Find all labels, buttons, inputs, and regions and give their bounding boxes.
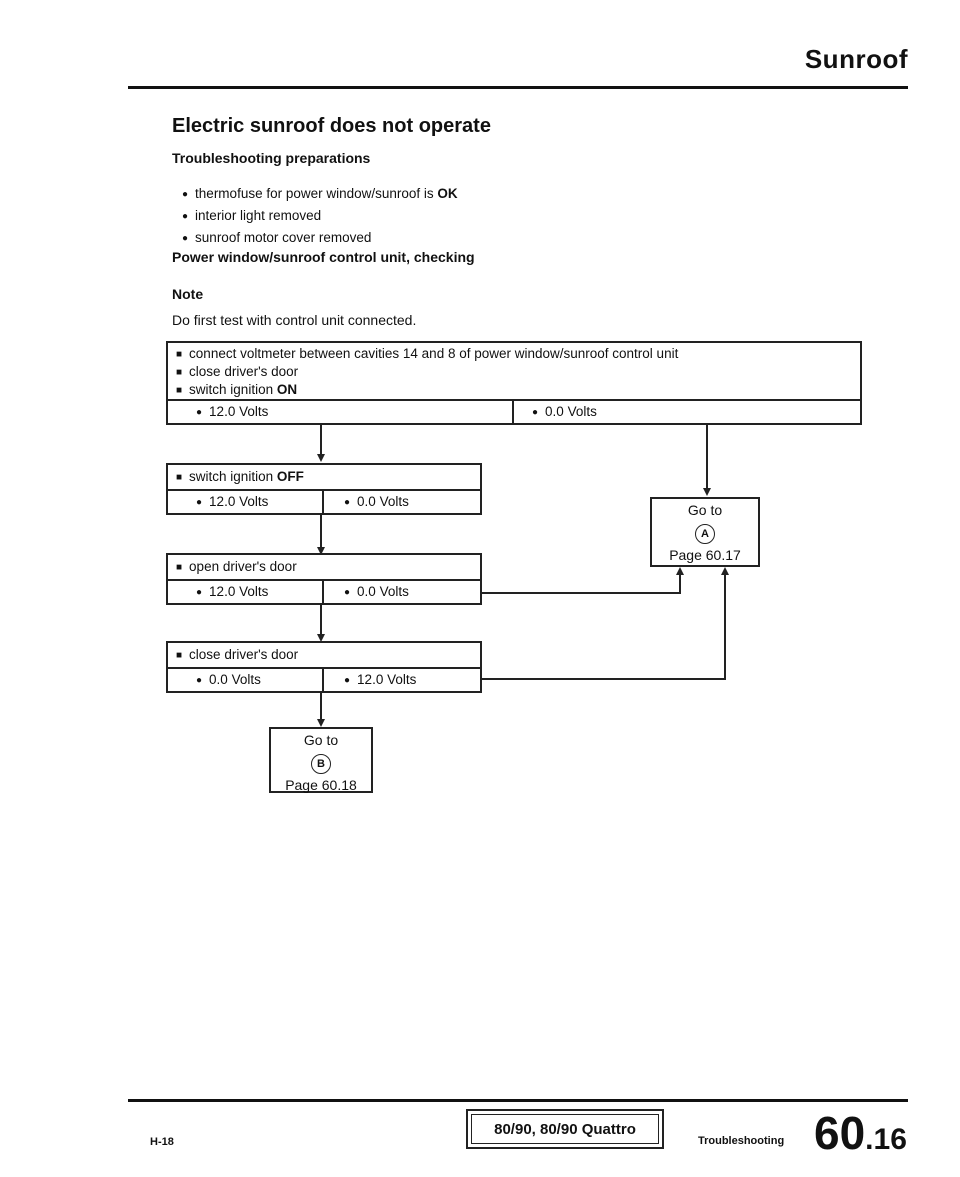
goto-b-page: Page 60.18 — [285, 777, 357, 793]
step4-action-box — [166, 641, 482, 669]
prep-list — [182, 184, 458, 250]
check-heading: Power window/sunroof control unit, checking — [172, 249, 475, 265]
result-divider — [322, 581, 324, 603]
prep-item-text: interior light removed — [195, 208, 322, 223]
prep-item — [182, 206, 458, 228]
step2-action-bold: OFF — [276, 469, 304, 484]
step3-action — [176, 557, 297, 579]
step3-left-result — [196, 582, 268, 604]
connector-line — [320, 425, 322, 455]
step1-line-bold: ON — [276, 382, 298, 397]
circled-a-icon: A — [695, 524, 715, 544]
step2-action — [176, 467, 304, 489]
result-text: 0.0 Volts — [357, 494, 409, 509]
page-number — [814, 1106, 907, 1160]
result-divider — [322, 491, 324, 513]
step1-line-text: close driver's door — [189, 364, 299, 379]
connector-line — [482, 592, 681, 594]
model-box — [466, 1109, 664, 1149]
step1-action-box — [166, 341, 862, 401]
note-label: Note — [172, 286, 204, 302]
prep-item-bold: OK — [437, 186, 458, 201]
circled-b-icon: B — [311, 754, 331, 774]
step3-result-box — [166, 579, 482, 605]
step1-result-box — [166, 399, 862, 425]
prep-item-text: sunroof motor cover removed — [195, 230, 372, 245]
footer-section: Troubleshooting — [698, 1135, 785, 1147]
step2-left-result — [196, 492, 268, 514]
connector-line — [706, 425, 708, 489]
step2-action-box — [166, 463, 482, 491]
goto-b-box[interactable] — [269, 727, 373, 793]
result-text: 12.0 Volts — [357, 672, 417, 687]
step4-result-box — [166, 667, 482, 693]
step4-action — [176, 645, 298, 667]
note-text: Do first test with control unit connected. — [172, 312, 417, 328]
step2-right-result — [344, 492, 409, 514]
connector-line — [320, 515, 322, 548]
step1-line-text: switch ignition — [189, 382, 277, 397]
step3-action-box — [166, 553, 482, 581]
prep-item — [182, 228, 458, 250]
arrow-up-icon — [676, 567, 684, 575]
page-group: 60 — [814, 1107, 866, 1159]
result-divider — [512, 401, 514, 423]
arrow-up-icon — [721, 567, 729, 575]
connector-line — [679, 574, 681, 594]
arrow-down-icon — [317, 719, 325, 727]
model-label: 80/90, 80/90 Quattro — [471, 1114, 659, 1144]
step2-action-text: switch ignition — [189, 469, 277, 484]
step3-action-text: open driver's door — [189, 559, 297, 574]
goto-b-label: Go to — [303, 732, 339, 748]
prep-heading: Troubleshooting preparations — [172, 150, 371, 166]
footer-rule — [128, 1099, 908, 1102]
section-title: Sunroof — [804, 44, 908, 74]
page-title: Electric sunroof does not operate — [172, 115, 491, 137]
result-divider — [322, 669, 324, 691]
arrow-down-icon — [317, 454, 325, 462]
connector-line — [320, 693, 322, 721]
goto-a-page: Page 60.17 — [669, 547, 741, 563]
result-text: 0.0 Volts — [357, 584, 409, 599]
connector-line — [724, 574, 726, 680]
step2-result-box — [166, 489, 482, 515]
step4-left-result — [196, 670, 261, 692]
result-text: 0.0 Volts — [545, 404, 597, 419]
connector-line — [320, 605, 322, 635]
step4-action-text: close driver's door — [189, 647, 299, 662]
header-rule — [128, 86, 908, 89]
result-text: 12.0 Volts — [209, 494, 269, 509]
step1-right-result — [532, 402, 597, 424]
result-text: 12.0 Volts — [209, 404, 269, 419]
connector-line — [482, 678, 726, 680]
result-text: 0.0 Volts — [209, 672, 261, 687]
step1-left-result — [196, 402, 268, 424]
result-text: 12.0 Volts — [209, 584, 269, 599]
step3-right-result — [344, 582, 409, 604]
step4-right-result — [344, 670, 416, 692]
goto-a-label: Go to — [687, 502, 723, 518]
arrow-down-icon — [703, 488, 711, 496]
prep-item — [182, 184, 458, 206]
prep-item-text: thermofuse for power window/sunroof is — [195, 186, 438, 201]
page-sub: .16 — [865, 1123, 907, 1156]
footer-code: H-18 — [150, 1136, 174, 1148]
goto-a-box[interactable] — [650, 497, 760, 567]
step1-line-text: connect voltmeter between cavities 14 and 8 of power window/sunroof control unit — [189, 346, 679, 361]
